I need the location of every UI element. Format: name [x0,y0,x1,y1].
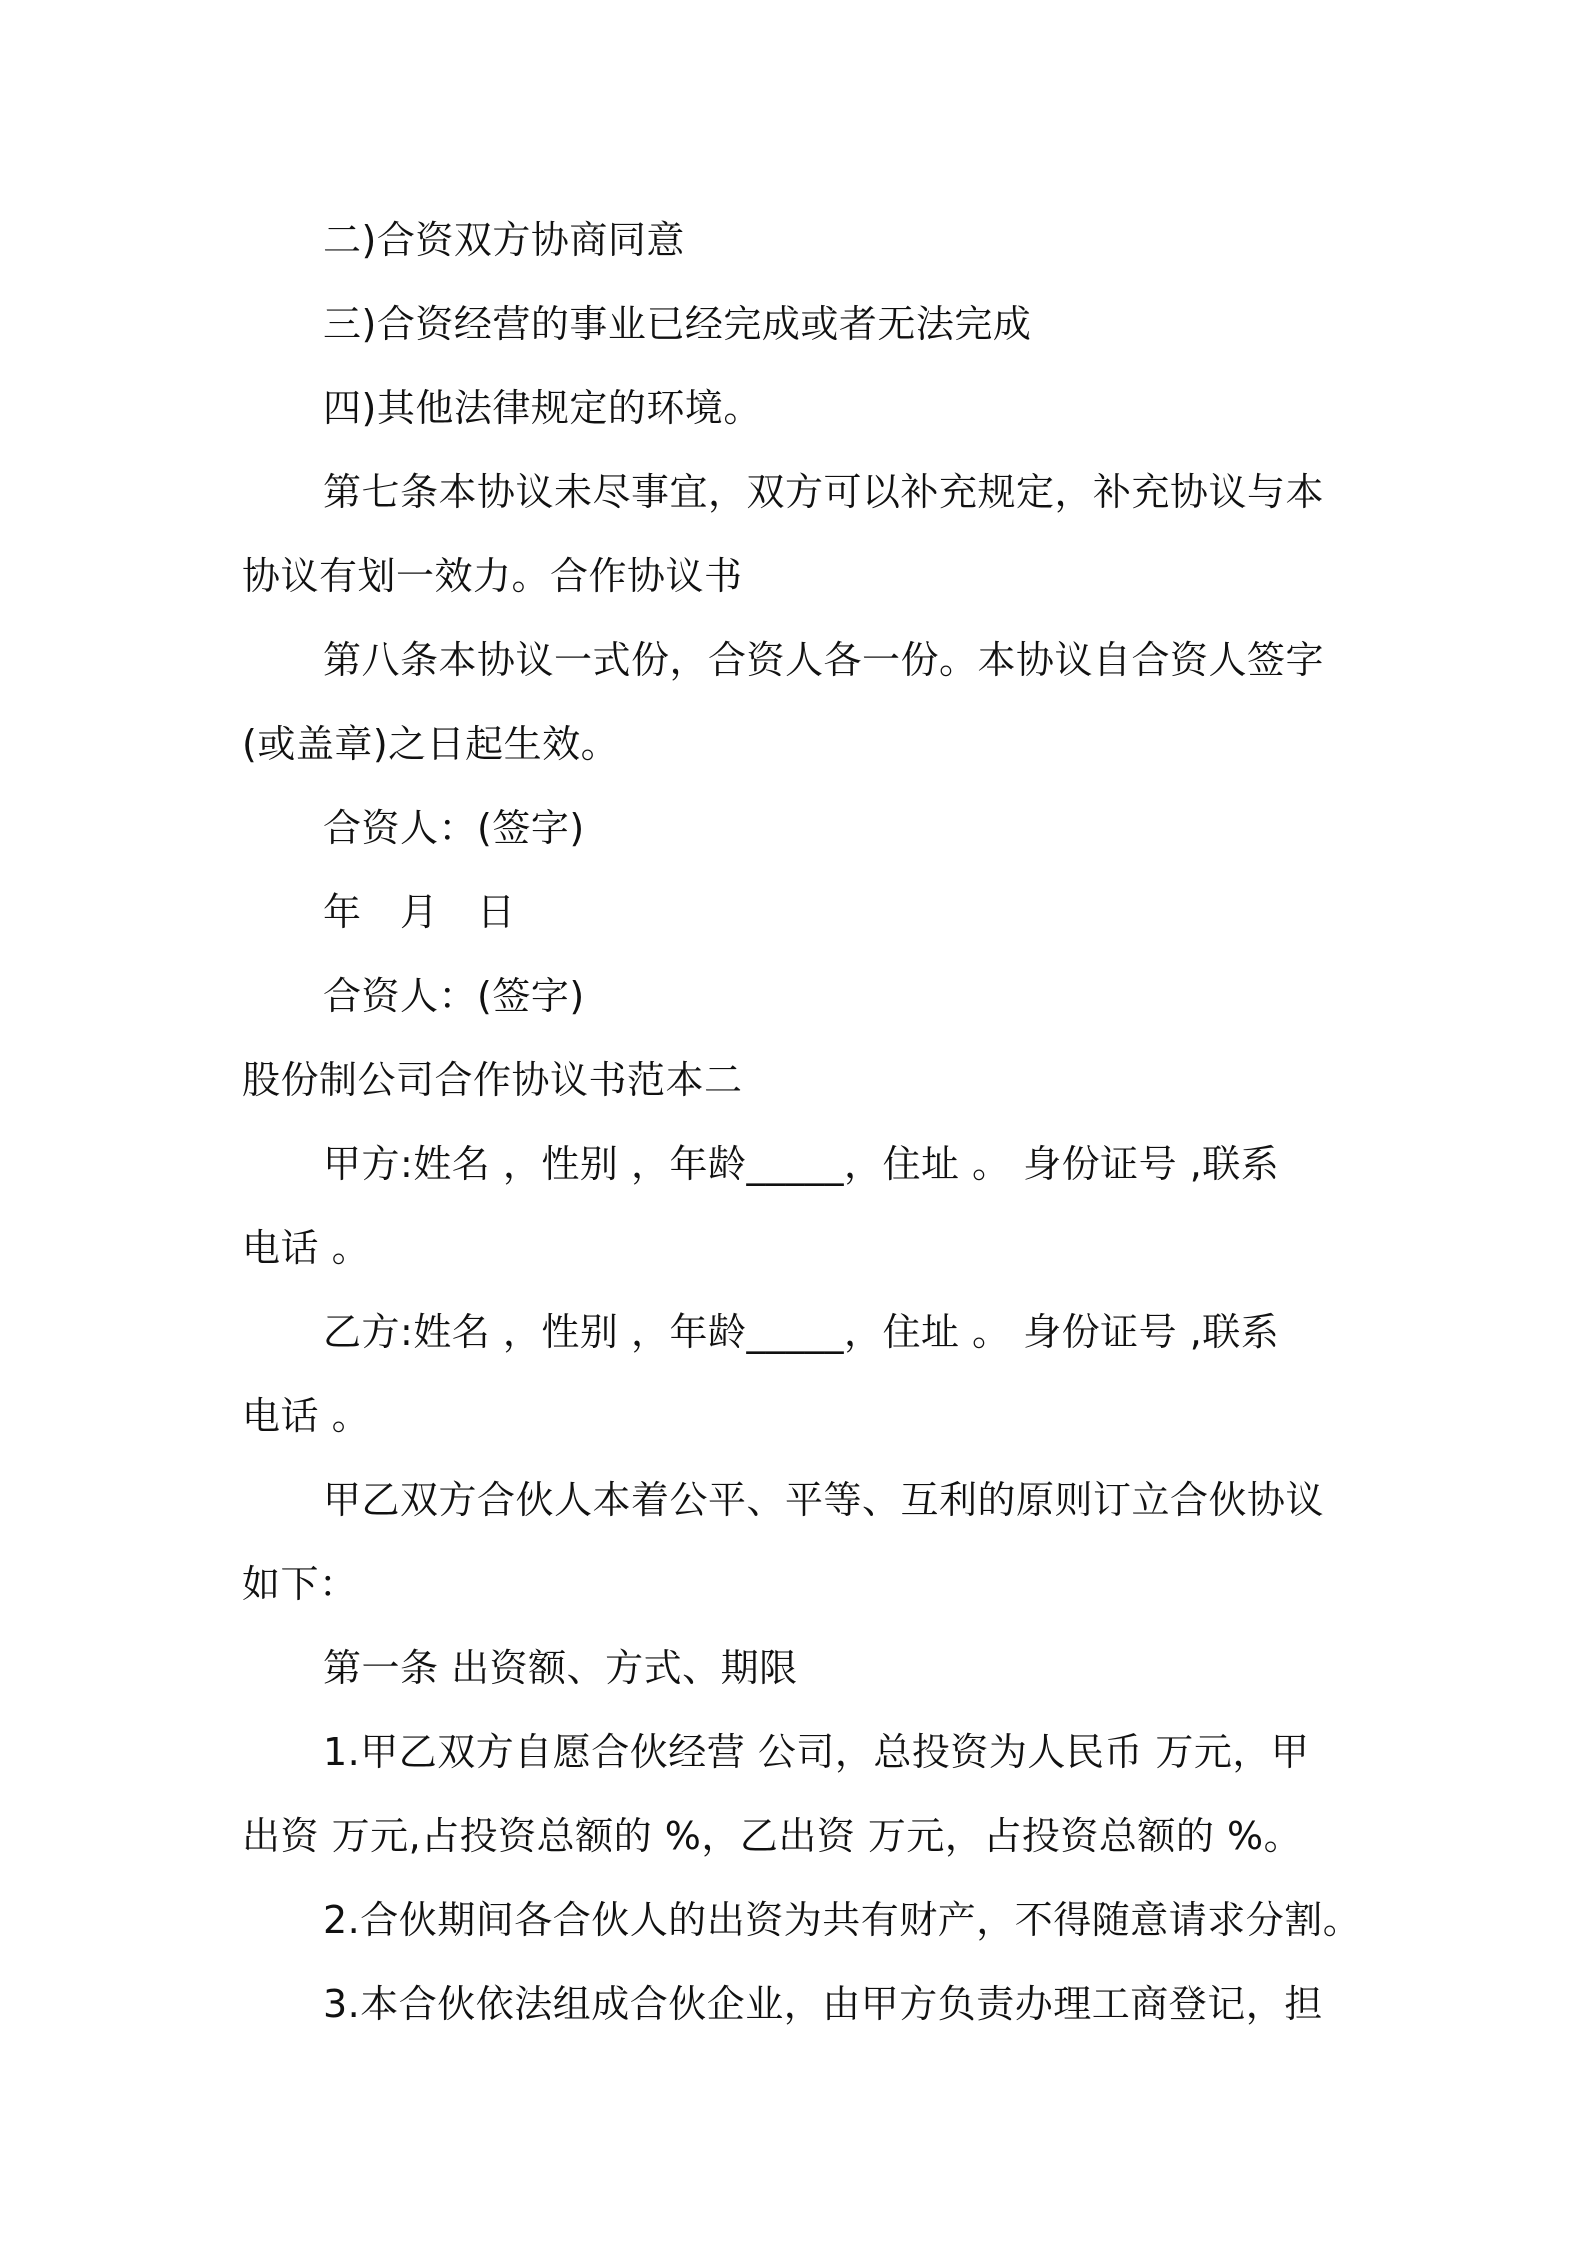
paragraph-line: 合资人：(签字) [323,806,585,850]
paragraph-line: (或盖章)之日起生效。 [242,722,620,766]
paragraph-line: 二)合资双方协商同意 [323,218,685,262]
document-body [242,198,1362,2046]
paragraph-line: 3.本合伙依法组成合伙企业，由甲方负责办理工商登记，担 [323,1982,1323,2026]
paragraph-line: 甲方:姓名 ，性别 ，年龄_____，住址 。 身份证号 ,联系 [323,1142,1280,1186]
paragraph-line: 出资 万元,占投资总额的 %，乙出资 万元，占投资总额的 %。 [242,1814,1303,1858]
paragraph-line: 甲乙双方合伙人本着公平、平等、互利的原则订立合伙协议 [323,1478,1325,1522]
paragraph-line: 乙方:姓名 ，性别 ，年龄_____，住址 。 身份证号 ,联系 [323,1310,1280,1354]
paragraph-line: 四)其他法律规定的环境。 [323,386,762,430]
paragraph-line: 电话 。 [242,1226,371,1270]
paragraph-line: 股份制公司合作协议书范本二 [242,1058,743,1102]
paragraph-line: 第八条本协议一式份，合资人各一份。本协议自合资人签字 [323,638,1325,682]
paragraph-line: 合资人：(签字) [323,974,585,1018]
paragraph-line: 1.甲乙双方自愿合伙经营 公司，总投资为人民币 万元，甲 [323,1730,1310,1774]
paragraph-line: 如下： [242,1562,358,1606]
paragraph-line: 协议有划一效力。合作协议书 [242,554,743,598]
paragraph-line: 三)合资经营的事业已经完成或者无法完成 [323,302,1032,346]
paragraph-line: 年 月 日 [323,890,516,934]
paragraph-line: 第一条 出资额、方式、期限 [323,1646,798,1690]
paragraph-line: 电话 。 [242,1394,371,1438]
paragraph-line: 2.合伙期间各合伙人的出资为共有财产，不得随意请求分割。 [323,1898,1362,1942]
paragraph-line: 第七条本协议未尽事宜，双方可以补充规定，补充协议与本 [323,470,1325,514]
